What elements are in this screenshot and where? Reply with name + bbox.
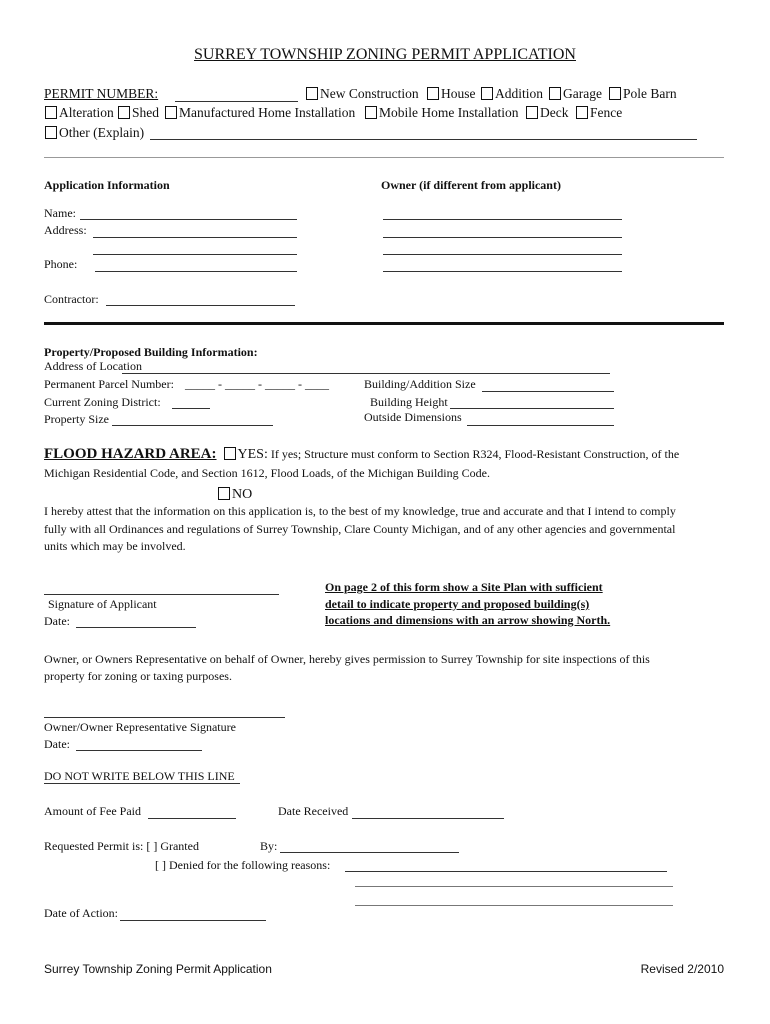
flood-yes-text-2: Michigan Residential Code, and Section 1612, Flood Loads, of the Michigan Building Code.	[44, 466, 490, 480]
page-title: SURREY TOWNSHIP ZONING PERMIT APPLICATION	[194, 46, 576, 63]
checkbox-mobile-home[interactable]	[365, 105, 518, 120]
phone-field[interactable]	[95, 271, 297, 272]
zoning-field[interactable]	[172, 408, 210, 409]
divider	[44, 157, 724, 158]
label: Addition	[495, 86, 544, 101]
phone-label: Phone:	[44, 257, 78, 271]
applicant-date-field[interactable]	[76, 627, 196, 628]
fee-label: Amount of Fee Paid	[44, 804, 141, 818]
office-divider-label: DO NOT WRITE BELOW THIS LINE	[44, 769, 235, 783]
label: Mobile Home Installation	[379, 105, 519, 120]
outside-dimensions-label: Outside Dimensions	[364, 410, 462, 424]
checkbox-other[interactable]	[45, 125, 144, 140]
label: Fence	[590, 105, 623, 120]
other-explain-field[interactable]	[150, 139, 697, 140]
parcel-label: Permanent Parcel Number:	[44, 377, 174, 391]
label: Shed	[132, 105, 159, 120]
denied-reason-field-3[interactable]	[355, 905, 673, 906]
owner-address-field[interactable]	[383, 237, 622, 238]
contractor-label: Contractor:	[44, 292, 99, 306]
checkbox-icon[interactable]	[481, 87, 493, 100]
checkbox-icon[interactable]	[365, 106, 377, 119]
checkbox-icon[interactable]	[526, 106, 538, 119]
owner-phone-field[interactable]	[383, 271, 622, 272]
address-location-label: Address of Location	[44, 359, 142, 373]
checkbox-icon[interactable]	[576, 106, 588, 119]
owner-signature-label: Owner/Owner Representative Signature	[44, 720, 236, 734]
site-plan-note-1: On page 2 of this form show a Site Plan with sufficient	[325, 580, 603, 594]
owner-permission-1: Owner, or Owners Representative on behalf of Owner, hereby gives permission to Surrey Township for site inspections of this	[44, 652, 650, 666]
address-label: Address:	[44, 223, 87, 237]
checkbox-shed[interactable]	[118, 105, 159, 120]
date-received-label: Date Received	[278, 804, 349, 818]
flood-yes-label: YES:	[237, 447, 268, 462]
address-field-2[interactable]	[93, 254, 297, 255]
owner-heading: Owner (if different from applicant)	[381, 178, 561, 192]
building-height-field[interactable]	[450, 408, 614, 409]
property-size-field[interactable]	[112, 425, 273, 426]
site-plan-note-2: detail to indicate property and proposed building(s)	[325, 597, 590, 611]
attest-line-3: units which may be involved.	[44, 539, 186, 553]
checkbox-icon[interactable]	[118, 106, 130, 119]
checkbox-icon[interactable]	[427, 87, 439, 100]
outside-dimensions-field[interactable]	[467, 425, 614, 426]
owner-date-label: Date:	[44, 737, 70, 751]
zoning-label: Current Zoning District:	[44, 395, 161, 409]
date-label: Date:	[44, 614, 70, 628]
thick-divider	[44, 322, 724, 325]
checkbox-deck[interactable]	[526, 105, 568, 120]
permit-number-label: PERMIT NUMBER:	[44, 86, 159, 101]
label: Other (Explain)	[59, 125, 145, 140]
label: NO	[232, 487, 253, 502]
owner-signature-field[interactable]	[44, 717, 285, 718]
checkbox-garage[interactable]	[549, 86, 602, 101]
label: House	[441, 86, 476, 101]
property-heading: Property/Proposed Building Information:	[44, 345, 258, 359]
owner-date-field[interactable]	[76, 750, 202, 751]
label: Pole Barn	[623, 86, 677, 101]
date-action-label: Date of Action:	[44, 906, 118, 920]
label: Deck	[540, 105, 569, 120]
application-info-heading: Application Information	[44, 178, 170, 192]
attest-line-1: I hereby attest that the information on this application is, to the best of my knowledge, true and accurate and that I intend to comply	[44, 504, 676, 518]
building-size-field[interactable]	[482, 391, 614, 392]
owner-name-field[interactable]	[383, 219, 622, 220]
attest-line-2: fully with all Ordinances and regulations of Surrey Township, Clare County Michigan, and of any other agencies and governmental	[44, 522, 676, 536]
office-divider-line	[44, 783, 240, 784]
flood-no-checkbox[interactable]	[218, 487, 230, 500]
footer-title: Surrey Township Zoning Permit Application	[44, 962, 272, 976]
building-height-label: Building Height	[370, 395, 448, 409]
label: Alteration	[59, 105, 114, 120]
requested-label: Requested Permit is: [ ] Granted	[44, 839, 199, 853]
by-field[interactable]	[280, 852, 459, 853]
name-field[interactable]	[80, 219, 297, 220]
date-received-field[interactable]	[352, 818, 504, 819]
checkbox-icon[interactable]	[45, 106, 57, 119]
owner-permission-2: property for zoning or taxing purposes.	[44, 669, 232, 683]
permit-number-field[interactable]	[175, 101, 298, 102]
label: New Construction	[320, 86, 419, 101]
by-label: By:	[260, 839, 278, 853]
flood-heading: FLOOD HAZARD AREA:	[44, 446, 217, 462]
applicant-signature-field[interactable]	[44, 594, 279, 595]
checkbox-addition[interactable]	[481, 86, 543, 101]
site-plan-note-3: locations and dimensions with an arrow showing North.	[325, 613, 611, 627]
checkbox-icon[interactable]	[165, 106, 177, 119]
checkbox-fence[interactable]	[576, 105, 622, 120]
contractor-field[interactable]	[106, 305, 295, 306]
flood-yes-checkbox[interactable]	[224, 447, 236, 460]
checkbox-alteration[interactable]	[45, 105, 114, 120]
parcel-field[interactable]: _____ - _____ - _____ - ____	[185, 377, 329, 391]
signature-label: Signature of Applicant	[48, 597, 157, 611]
denied-reason-field[interactable]	[345, 871, 667, 872]
checkbox-icon[interactable]	[306, 87, 318, 100]
name-label: Name:	[44, 206, 76, 220]
building-size-label: Building/Addition Size	[364, 377, 476, 391]
flood-no-option[interactable]	[218, 487, 252, 502]
date-action-field[interactable]	[120, 920, 266, 921]
denied-reason-field-2[interactable]	[355, 886, 673, 887]
checkbox-icon[interactable]	[549, 87, 561, 100]
fee-field[interactable]	[148, 818, 236, 819]
checkbox-icon[interactable]	[45, 126, 57, 139]
label: Manufactured Home Installation	[179, 105, 356, 120]
checkbox-pole-barn[interactable]	[609, 86, 677, 101]
flood-yes-text: If yes; Structure must conform to Section R324, Flood-Resistant Construction, of the	[270, 447, 680, 461]
label: Garage	[563, 86, 602, 101]
footer-revision: Revised 2/2010	[640, 962, 724, 976]
property-size-label: Property Size	[44, 412, 109, 426]
checkbox-icon[interactable]	[609, 87, 621, 100]
checkbox-house[interactable]	[427, 86, 476, 101]
checkbox-new-construction[interactable]	[306, 86, 419, 101]
address-field[interactable]	[93, 237, 297, 238]
owner-address-field-2[interactable]	[383, 254, 622, 255]
checkbox-manufactured-home[interactable]	[165, 105, 355, 120]
denied-label: [ ] Denied for the following reasons:	[155, 858, 331, 872]
address-location-field[interactable]	[122, 373, 610, 374]
